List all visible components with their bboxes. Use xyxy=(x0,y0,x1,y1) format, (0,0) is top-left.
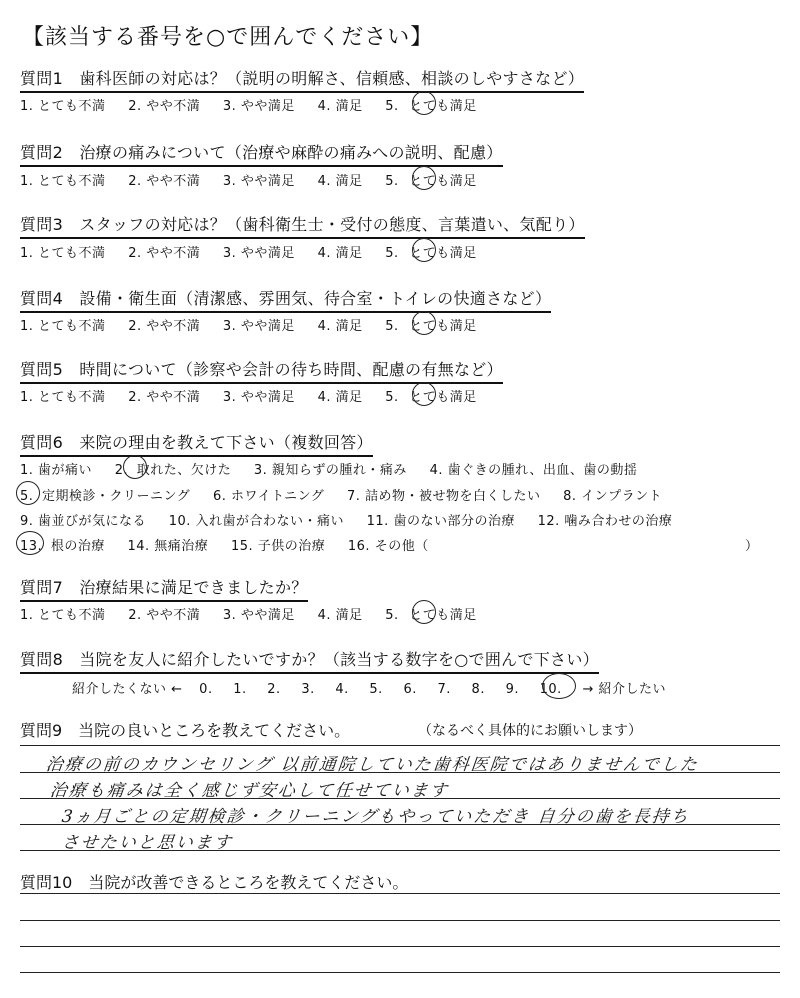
q5-selected-circle xyxy=(412,382,436,406)
q7-selected-circle xyxy=(412,600,436,624)
q9-answer-line-4: させたいと思います xyxy=(60,833,234,853)
q9-answer-line-2: 治療も痛みは全く感じず安心して任せています xyxy=(48,781,450,801)
q6-option-7[interactable]: 7. 詰め物・被せ物を白くしたい xyxy=(346,489,541,504)
q7-option-5-label: とても満足 xyxy=(409,608,477,623)
question-6-title: 質問6 来院の理由を教えて下さい（複数回答） xyxy=(20,430,373,457)
question-3-title: 質問3 スタッフの対応は？（歯科衛生士・受付の態度、言葉遣い、気配り） xyxy=(20,212,585,239)
question-7-title: 質問7 治療結果に満足できましたか？ xyxy=(20,575,308,602)
q8-option-8[interactable]: 8. xyxy=(471,682,485,697)
question-9-note: （なるべく具体的にお願いします） xyxy=(418,723,642,739)
q3-selected-circle xyxy=(412,238,436,262)
q2-option-4[interactable]: 4. 満足 xyxy=(317,174,363,189)
question-9-title: 質問9 当院の良いところを教えてください。 xyxy=(20,721,351,740)
q6-option-6[interactable]: 6. ホワイトニング xyxy=(212,489,325,504)
page-header: 【該当する番号を○で囲んでください】 xyxy=(22,25,434,50)
question-10-title: 質問10 当院が改善できるところを教えてください。 xyxy=(20,873,409,892)
q5-option-5[interactable]: 5. xyxy=(385,390,399,405)
q8-option-7[interactable]: 7. xyxy=(437,682,451,697)
q8-left-label: 紹介したくない ← xyxy=(72,682,183,697)
q1-option-5[interactable]: 5. xyxy=(385,99,399,114)
answer-line xyxy=(20,920,780,921)
q8-option-5[interactable]: 5. xyxy=(369,682,383,697)
q6-option-2-label: 取れた、欠けた xyxy=(136,463,232,478)
question-6-row-3 xyxy=(20,510,690,529)
q5-option-3[interactable]: 3. やや満足 xyxy=(222,390,295,405)
q6-option-5[interactable]: 5. xyxy=(20,489,34,504)
q1-selected-circle xyxy=(412,91,436,115)
q5-option-1[interactable]: 1. とても不満 xyxy=(20,390,106,405)
q6-option-14[interactable]: 14. 無痛治療 xyxy=(127,539,209,554)
question-5-title: 質問5 時間について（診察や会計の待ち時間、配慮の有無など） xyxy=(20,357,503,384)
q6-option-16[interactable]: 16. その他（ xyxy=(347,539,429,554)
q4-option-1[interactable]: 1. とても不満 xyxy=(20,319,106,334)
q6-option-5-label: 定期検診・クリーニング xyxy=(42,489,191,504)
q6-option-8[interactable]: 8. インプラント xyxy=(563,489,663,504)
answer-line xyxy=(20,893,780,894)
q2-option-2[interactable]: 2. やや不満 xyxy=(128,174,201,189)
q7-option-2[interactable]: 2. やや不満 xyxy=(128,608,201,623)
q4-option-3[interactable]: 3. やや満足 xyxy=(222,319,295,334)
q7-option-4[interactable]: 4. 満足 xyxy=(317,608,363,623)
q6-option-4[interactable]: 4. 歯ぐきの腫れ、出血、歯の動揺 xyxy=(429,463,638,478)
q3-option-4[interactable]: 4. 満足 xyxy=(317,246,363,261)
q9-answer-line-1: 治療の前のカウンセリング 以前通院していた歯科医院ではありませんでした xyxy=(44,755,700,775)
q6-option-2[interactable]: 2. xyxy=(114,463,129,478)
q2-option-5[interactable]: 5. xyxy=(385,174,399,189)
q4-option-4[interactable]: 4. 満足 xyxy=(317,319,363,334)
question-8-scale xyxy=(72,678,684,697)
q5-option-2[interactable]: 2. やや不満 xyxy=(128,390,201,405)
q1-option-5-label: とても満足 xyxy=(409,99,477,114)
q8-option-1[interactable]: 1. xyxy=(233,682,247,697)
q6-option-1[interactable]: 1. 歯が痛い xyxy=(20,463,93,478)
q3-option-2[interactable]: 2. やや不満 xyxy=(128,246,201,261)
q6-option-15[interactable]: 15. 子供の治療 xyxy=(230,539,326,554)
q4-option-5-label: とても満足 xyxy=(409,319,477,334)
q6-option-9[interactable]: 9. 歯並びが気になる xyxy=(20,514,147,529)
q8-selected-circle xyxy=(539,673,576,699)
q1-option-4[interactable]: 4. 満足 xyxy=(317,99,363,114)
question-6-row-1 xyxy=(20,459,655,478)
q2-option-3[interactable]: 3. やや満足 xyxy=(222,174,295,189)
q4-option-5[interactable]: 5. xyxy=(385,319,399,334)
question-1-title: 質問1 歯科医師の対応は？（説明の明解さ、信頼感、相談のしやすさなど） xyxy=(20,66,584,93)
q6-option-12[interactable]: 12. 噛み合わせの治療 xyxy=(537,514,673,529)
question-6-row-2 xyxy=(20,485,680,504)
q8-option-9[interactable]: 9. xyxy=(505,682,519,697)
q5-option-5-label: とても満足 xyxy=(409,390,477,405)
q9-answer-line-3: 3ヵ月ごとの定期検診・クリーニングもやっていただき 自分の歯を長持ち xyxy=(60,807,691,827)
q7-option-5[interactable]: 5. xyxy=(385,608,399,623)
q6-other-close-paren: ） xyxy=(745,539,759,554)
q6-option-13[interactable]: 13. xyxy=(20,539,43,554)
q6-option-13-circle xyxy=(16,531,44,555)
q8-option-3[interactable]: 3. xyxy=(301,682,315,697)
q8-right-label: → 紹介したい xyxy=(582,682,666,697)
q6-option-13-label: 根の治療 xyxy=(50,539,105,554)
q3-option-5[interactable]: 5. xyxy=(385,246,399,261)
q2-option-5-label: とても満足 xyxy=(409,174,477,189)
q1-option-2[interactable]: 2. やや不満 xyxy=(128,99,201,114)
q8-option-6[interactable]: 6. xyxy=(403,682,417,697)
answer-line xyxy=(20,745,780,746)
q3-option-5-label: とても満足 xyxy=(409,246,477,261)
answer-line xyxy=(20,972,780,973)
q4-option-2[interactable]: 2. やや不満 xyxy=(128,319,201,334)
q2-selected-circle xyxy=(412,166,436,190)
q7-option-1[interactable]: 1. とても不満 xyxy=(20,608,106,623)
answer-line xyxy=(20,946,780,947)
q5-option-4[interactable]: 4. 満足 xyxy=(317,390,363,405)
q6-option-11[interactable]: 11. 歯のない部分の治療 xyxy=(366,514,515,529)
q7-option-3[interactable]: 3. やや満足 xyxy=(222,608,295,623)
q6-option-10[interactable]: 10. 入れ歯が合わない・痛い xyxy=(168,514,344,529)
q6-option-2-circle xyxy=(123,455,147,479)
q8-option-10[interactable]: 10. xyxy=(539,682,562,697)
q1-option-1[interactable]: 1. とても不満 xyxy=(20,99,106,114)
q1-option-3[interactable]: 3. やや満足 xyxy=(222,99,295,114)
question-2-title: 質問2 治療の痛みについて（治療や麻酔の痛みへの説明、配慮） xyxy=(20,140,503,167)
q3-option-1[interactable]: 1. とても不満 xyxy=(20,246,106,261)
q3-option-3[interactable]: 3. やや満足 xyxy=(222,246,295,261)
question-4-title: 質問4 設備・衛生面（清潔感、雰囲気、待合室・トイレの快適さなど） xyxy=(20,286,551,313)
q8-option-0[interactable]: 0. xyxy=(199,682,213,697)
q6-option-3[interactable]: 3. 親知らずの腫れ・痛み xyxy=(253,463,407,478)
question-8-title: 質問8 当院を友人に紹介したいですか？（該当する数字を○で囲んで下さい） xyxy=(20,647,599,674)
q8-option-2[interactable]: 2. xyxy=(267,682,281,697)
q6-option-5-circle xyxy=(16,481,40,505)
q8-option-4[interactable]: 4. xyxy=(335,682,349,697)
question-6-row-4 xyxy=(20,535,447,554)
q4-selected-circle xyxy=(412,311,436,335)
q2-option-1[interactable]: 1. とても不満 xyxy=(20,174,106,189)
